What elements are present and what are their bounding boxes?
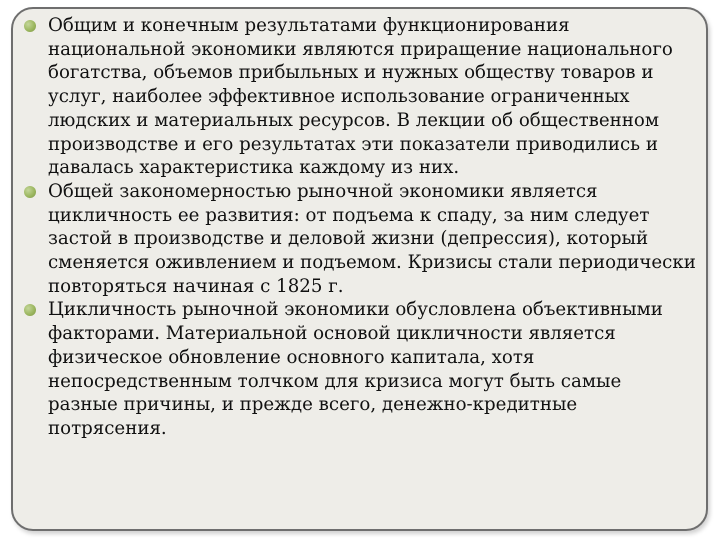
bullet-list bbox=[24, 14, 696, 441]
bullet-text: Общей закономерностью рыночной экономики является цикличность ее развития: от подъема к спаду, за ним следует застой в производстве и деловой жизни (депрессия), который сменяется оживлением и подъемом. Кризисы стали периодически повторяться начиная с 1825 г. bbox=[48, 180, 696, 297]
bullet-item bbox=[24, 180, 696, 299]
bullet-text: Общим и конечным результатами функционирования национальной экономики являются приращение национального богатства, объемов прибыльных и нужных обществу товаров и услуг, наиболее эффективное использование ограниченных людских и материальных ресурсов. В лекции об общественном производстве и его результатах эти показатели приводились и давалась характеристика каждому из них. bbox=[48, 15, 673, 179]
round-bullet-icon bbox=[24, 304, 36, 316]
bullet-item bbox=[24, 14, 696, 180]
bullet-item bbox=[24, 298, 696, 440]
round-bullet-icon bbox=[24, 20, 36, 32]
bullet-text: Цикличность рыночной экономики обусловлена объективными факторами. Материальной основой цикличности является физическое обновление основного капитала, хотя непосредственным толчком для кризиса могут быть самые разные причины, и прежде всего, денежно-кредитные потрясения. bbox=[48, 299, 663, 439]
round-bullet-icon bbox=[24, 186, 36, 198]
